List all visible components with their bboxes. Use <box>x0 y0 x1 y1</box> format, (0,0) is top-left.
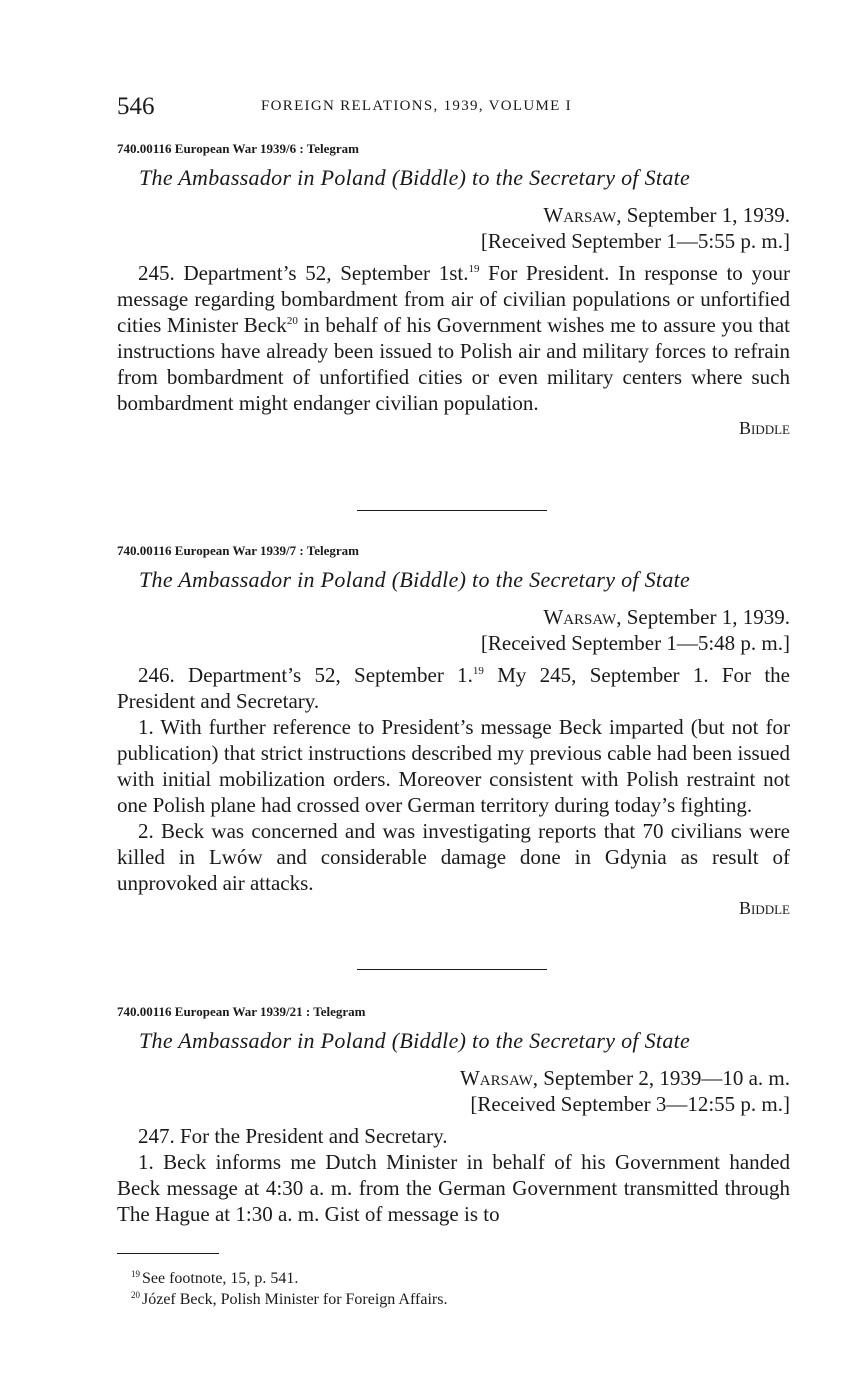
dateline-place: Warsaw <box>543 203 617 227</box>
footnote <box>131 1289 447 1310</box>
received-line: [Received September 3—12:55 p. m.] <box>470 1092 790 1116</box>
dateline-date: , September 1, 1939. <box>616 605 790 629</box>
dateline-date: , September 2, 1939—10 a. m. <box>532 1066 790 1090</box>
document-title: The Ambassador in Poland (Biddle) to the Secretary of State <box>139 165 691 190</box>
body-paragraph: 247. For the President and Secretary. <box>138 1124 448 1148</box>
section-divider <box>357 510 547 511</box>
footnote-text: Józef Beck, Polish Minister for Foreign Affairs. <box>142 1291 448 1308</box>
telegram-246 <box>117 542 790 920</box>
received-line: [Received September 1—5:48 p. m.] <box>480 631 790 655</box>
footnote-text: See footnote, 15, p. 541. <box>142 1270 299 1287</box>
document-title: The Ambassador in Poland (Biddle) to the Secretary of State <box>139 567 691 592</box>
section-divider <box>357 969 547 970</box>
file-reference: 740.00116 European War 1939/7 : Telegram <box>117 543 359 558</box>
footnote <box>131 1268 447 1289</box>
footnote-mark: 20 <box>131 1289 140 1300</box>
body-paragraph <box>117 662 790 714</box>
telegram-247 <box>117 1003 790 1227</box>
dateline <box>117 1065 790 1091</box>
body-paragraph: 1. Beck informs me Dutch Minister in behalf of his Government handed Beck message at 4:30 a. m. from the German Government transmitted through The Hague at 1:30 a. m. Gist of message is to <box>117 1150 790 1226</box>
dateline <box>117 202 790 228</box>
footnote-ref: 19 <box>468 263 480 275</box>
footnote-ref: 19 <box>472 665 484 677</box>
dateline-date: , September 1, 1939. <box>616 203 790 227</box>
document-title: The Ambassador in Poland (Biddle) to the Secretary of State <box>139 1028 691 1053</box>
paragraph-text: My 245, September 1. For the President and Secretary. <box>117 663 790 713</box>
paragraph-text: 246. Department’s 52, September 1. <box>138 663 473 687</box>
body-paragraph <box>117 260 790 416</box>
footnote-ref: 20 <box>286 315 298 327</box>
signature: Biddle <box>739 898 790 918</box>
running-head <box>117 93 790 123</box>
received-line: [Received September 1—5:55 p. m.] <box>480 229 790 253</box>
footnote-rule <box>117 1253 219 1254</box>
body-paragraph: 2. Beck was concerned and was investigating reports that 70 civilians were killed in Lwów and considerable damage done in Gdynia as result of unprovoked air attacks. <box>117 819 790 895</box>
footnote-mark: 19 <box>131 1268 140 1279</box>
file-reference: 740.00116 European War 1939/6 : Telegram <box>117 141 359 156</box>
running-title: FOREIGN RELATIONS, 1939, VOLUME I <box>261 98 572 114</box>
page-number: 546 <box>117 93 155 120</box>
paragraph-text: in behalf of his Government wishes me to assure you that instructions have already been issued to Polish air and military forces to refrain from bombardment of unfortified cities or even military centers where such bombardment might endanger civilian population. <box>117 313 790 415</box>
footnotes <box>131 1268 447 1310</box>
body-paragraph: 1. With further reference to President’s message Beck imparted (but not for publication) that strict instructions described my previous cable had been issued with initial mobilization orders. Moreover consistent with Polish restraint not one Polish plane had crossed over German territory during today’s fighting. <box>117 715 790 817</box>
dateline <box>117 604 790 630</box>
paragraph-text: 245. Department’s 52, September 1st. <box>138 261 469 285</box>
dateline-place: Warsaw <box>543 605 617 629</box>
file-reference: 740.00116 European War 1939/21 : Telegram <box>117 1004 366 1019</box>
dateline-place: Warsaw <box>459 1066 533 1090</box>
signature: Biddle <box>739 418 790 438</box>
paragraph-text: For President. In response to your message regarding bombardment from air of civilian populations or unfortified cities Minister Beck <box>117 261 790 337</box>
telegram-245 <box>117 140 790 440</box>
